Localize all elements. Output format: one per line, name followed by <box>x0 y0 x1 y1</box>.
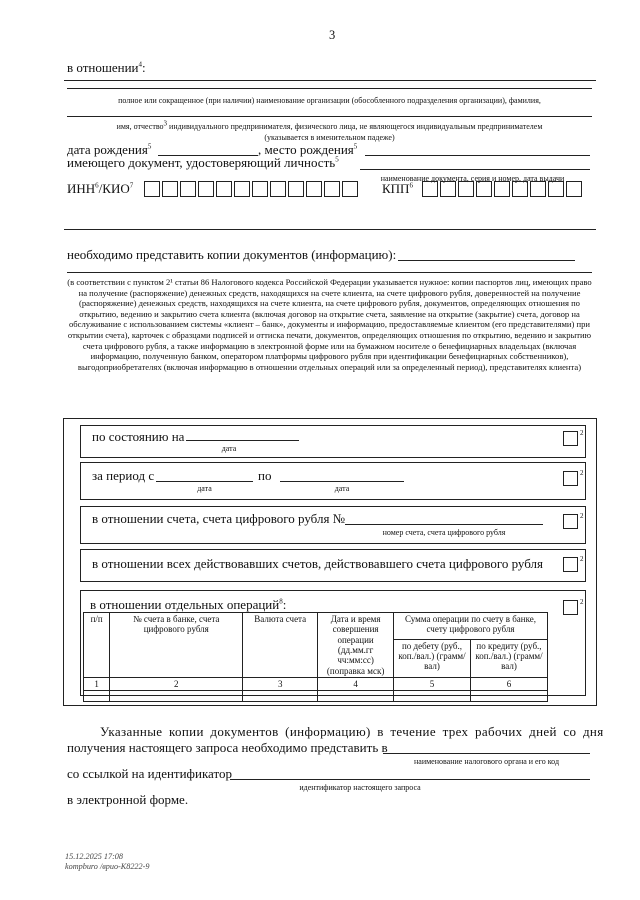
footer-p2: получения настоящего запроса необходимо представить в <box>67 740 388 755</box>
period-from-caption: дата <box>197 484 212 493</box>
account-field[interactable] <box>345 524 543 525</box>
col-number: 2 <box>110 678 243 691</box>
inn-label: ИНН$^6$/КИО$^7$ <box>67 181 134 196</box>
period-from-label: за период с <box>92 468 155 483</box>
col-num-header: п/п <box>84 613 110 678</box>
as-of-date-caption: дата <box>221 444 237 453</box>
as-of-date-field[interactable] <box>186 440 299 441</box>
col-sum-header: Сумма операции по счету в банке, счету цифрового рубля <box>394 613 548 640</box>
account-check-note: 2 <box>580 512 584 520</box>
separate-ops-label: в отношении отдельных операций$^8$: <box>90 597 287 612</box>
period-to-label: по <box>258 468 272 483</box>
col-credit-header: по кредиту (руб., коп./вал.) (грамм/вал) <box>470 639 547 677</box>
col-debit-header: по дебету (руб., коп./вал.) (грамм/вал) <box>394 639 471 677</box>
col-number: 5 <box>394 678 471 691</box>
account-label: в отношении счета, счета цифрового рубля № <box>92 511 346 526</box>
as-of-check-note: 2 <box>580 429 584 437</box>
footer-p4: в электронной форме. <box>67 792 189 807</box>
person-caption-case: (указывается в именительном падеже) <box>264 133 395 142</box>
col-number: 1 <box>84 678 110 691</box>
birth-date-label: дата рождения$^5$ <box>67 142 152 157</box>
tax-authority-field[interactable] <box>383 753 590 754</box>
all-accounts-label: в отношении всех действовавших счетов, действовавшего счета цифрового рубля <box>92 556 543 571</box>
id-doc-caption: наименование документа, серия и номер, дата выдачи <box>380 174 565 183</box>
operations-table <box>83 612 548 702</box>
col-number: 4 <box>318 678 394 691</box>
page-number: 3 <box>329 28 336 42</box>
period-check-note: 2 <box>580 469 584 477</box>
col-number: 3 <box>243 678 318 691</box>
org-caption: полное или сокращенное (при наличии) наименование организации (обособленного подразделения организации), фамилия, <box>118 96 541 105</box>
in-relation-label: в отношении$^4$: <box>67 60 146 75</box>
request-label: необходимо представить копии документов (информацию): <box>67 247 397 262</box>
tax-authority-caption: наименование налогового органа и его код <box>413 757 560 766</box>
col-currency-header: Валюта счета <box>243 613 318 678</box>
period-to-caption: дата <box>334 484 350 493</box>
period-from-field[interactable] <box>156 481 253 482</box>
request-field[interactable] <box>398 260 575 261</box>
all-accounts-checkbox[interactable] <box>563 557 578 572</box>
birth-place-label: , место рождения$^5$ <box>258 142 358 157</box>
table-row[interactable] <box>84 691 548 702</box>
separate-ops-checkbox[interactable] <box>563 600 578 615</box>
stamp-date: 15.12.2025 17:08 <box>65 852 123 861</box>
col-number: 6 <box>470 678 547 691</box>
request-id-caption: идентификатор настоящего запроса <box>299 783 421 792</box>
all-accounts-check-note: 2 <box>580 555 584 563</box>
period-to-field[interactable] <box>280 481 404 482</box>
header-frame <box>64 80 596 230</box>
footer-p1: Указанные копии документов (информацию) в течение трех рабочих дней со дня <box>100 724 604 739</box>
request-line-2[interactable] <box>67 272 592 273</box>
separate-ops-check-note: 2 <box>580 598 584 606</box>
footer-p3: со ссылкой на идентификатор <box>67 766 233 781</box>
id-doc-label: имеющего документ, удостоверяющий личность$^5$ <box>67 155 339 170</box>
request-id-field[interactable] <box>230 779 590 780</box>
as-of-checkbox[interactable] <box>563 431 578 446</box>
account-caption: номер счета, счета цифрового рубля <box>382 528 506 537</box>
account-checkbox[interactable] <box>563 514 578 529</box>
col-account-header: № счета в банке, счета цифрового рубля <box>110 613 243 678</box>
period-checkbox[interactable] <box>563 471 578 486</box>
request-note: (в соответствии с пунктом 2¹ статьи 86 Налогового кодекса Российской Федерации указывается нужное: копии паспортов лиц, имеющих право на получение (распоряжение) денежных средств, находящихся на счете клиента, на счете цифрового рубля, доверенностей на получение (распоряжение) денежных средств, находящихся на счете клиента, на счете цифрового рубля, документов, определяющих отношения по открытию, ведению и закрытию счета клиента (включая договор на открытие счета, заявление на открытие (закрытие) счета, договор на обслуживание с использованием системы «клиент – банк», документы и информацию, предоставляемые клиентом (его представителями) при открытии счета), карточек с образцами подписей и оттиска печати, документов, определяющих отношения по открытию, ведению и закрытию счета цифрового рубля, а также информацию в электронной форме или на бумажном носителе о бенефициарных владельцах (включая информацию, полученную банком, оператором платформы цифрового рубля при идентификации бенефициарных собственников), выгодоприобретателях (включая информацию в отношении отдельных операций или за определенный период), представителях клиента) <box>67 277 592 372</box>
col-datetime-header: Дата и время совершения операции (дд.мм.гг чч:мм:сс) (поправка мск) <box>318 613 394 678</box>
kpp-label: КПП$^6$ <box>382 181 413 196</box>
stamp-source: kompburo /врио-K8222-9 <box>65 862 150 871</box>
as-of-label: по состоянию на <box>92 429 185 444</box>
person-caption: имя, отчество$^3$ индивидуального предпринимателя, физического лица, не являющегося индивидуальным предпринимателем <box>116 119 543 131</box>
